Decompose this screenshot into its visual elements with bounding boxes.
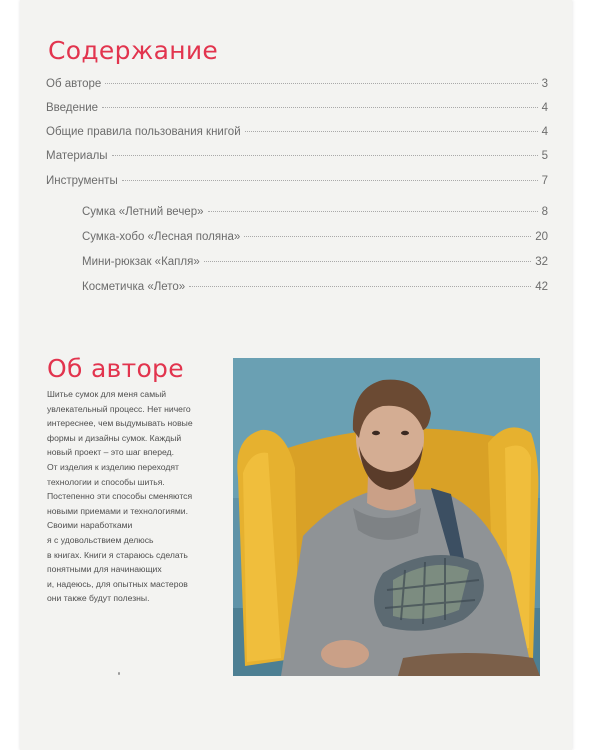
toc-entry-page: 42 [535,281,548,293]
leader-dots [245,131,538,132]
book-page [20,0,572,750]
about-line: Своими наработками [47,520,133,531]
toc-entry-page: 32 [535,256,548,268]
leader-dots [102,107,538,108]
about-line: формы и дизайны сумок. Каждый [47,432,182,443]
toc-project-entry[interactable] [82,206,548,222]
author-photo [233,358,540,676]
about-line: интереснее, чем выдумывать новые [47,418,193,429]
toc-title: Содержание [48,36,219,65]
about-line: новыми приемами и технологиями. [47,505,188,516]
leader-dots [204,261,531,262]
toc-entry-label: Сумка «Летний вечер» [82,206,204,218]
toc-entry[interactable] [46,175,548,191]
leader-dots [244,236,531,237]
about-line: От изделия к изделию переходят [47,461,179,472]
toc-entry-page: 8 [541,206,548,218]
toc-entry-label: Материалы [46,150,108,162]
about-line: и, надеюсь, для опытных мастеров [47,578,188,589]
toc-entry-page: 3 [541,78,548,90]
print-speck [118,672,120,675]
toc-entry[interactable] [46,102,548,118]
about-line: новый проект – это шаг вперед. [47,447,174,458]
about-line: увлекательный процесс. Нет ничего [47,403,191,414]
toc-entry[interactable] [46,150,548,166]
toc-project-entry[interactable] [82,281,548,297]
toc-entry-page: 5 [541,150,548,162]
toc-project-entry[interactable] [82,256,548,272]
about-title: Об авторе [47,354,184,383]
toc-entry-label: Сумка-хобо «Лесная поляна» [82,231,241,243]
toc-entry-page: 20 [535,231,548,243]
toc-entry-page: 7 [541,175,548,187]
toc-project-entry[interactable] [82,231,548,247]
about-line: Постепенно эти способы сменяются [47,491,193,502]
about-paragraph [47,387,247,606]
toc-entry-label: Общие правила пользования книгой [46,126,241,138]
leader-dots [189,286,531,287]
about-line: Шитье сумок для меня самый [47,389,167,399]
leader-dots [122,180,538,181]
toc-entry[interactable] [46,126,548,142]
toc-entry-label: Об авторе [46,78,102,90]
about-line: понятными для начинающих [47,564,162,575]
leader-dots [208,211,538,212]
about-line: они также будут полезны. [47,593,150,604]
toc-entry-page: 4 [541,126,548,138]
toc-entry-label: Косметичка «Лето» [82,281,186,293]
leader-dots [112,155,538,156]
about-line: я с удовольствием делюсь [47,534,154,545]
toc-entry-label: Введение [46,102,99,114]
about-line: технологии и способы шитья. [47,476,165,487]
leader-dots [105,83,537,84]
toc-entry-label: Инструменты [46,175,118,187]
toc-entry-page: 4 [541,102,548,114]
about-line: в книгах. Книги я стараюсь сделать [47,549,188,560]
toc-entry[interactable] [46,78,548,94]
toc-entry-label: Мини-рюкзак «Капля» [82,256,200,268]
